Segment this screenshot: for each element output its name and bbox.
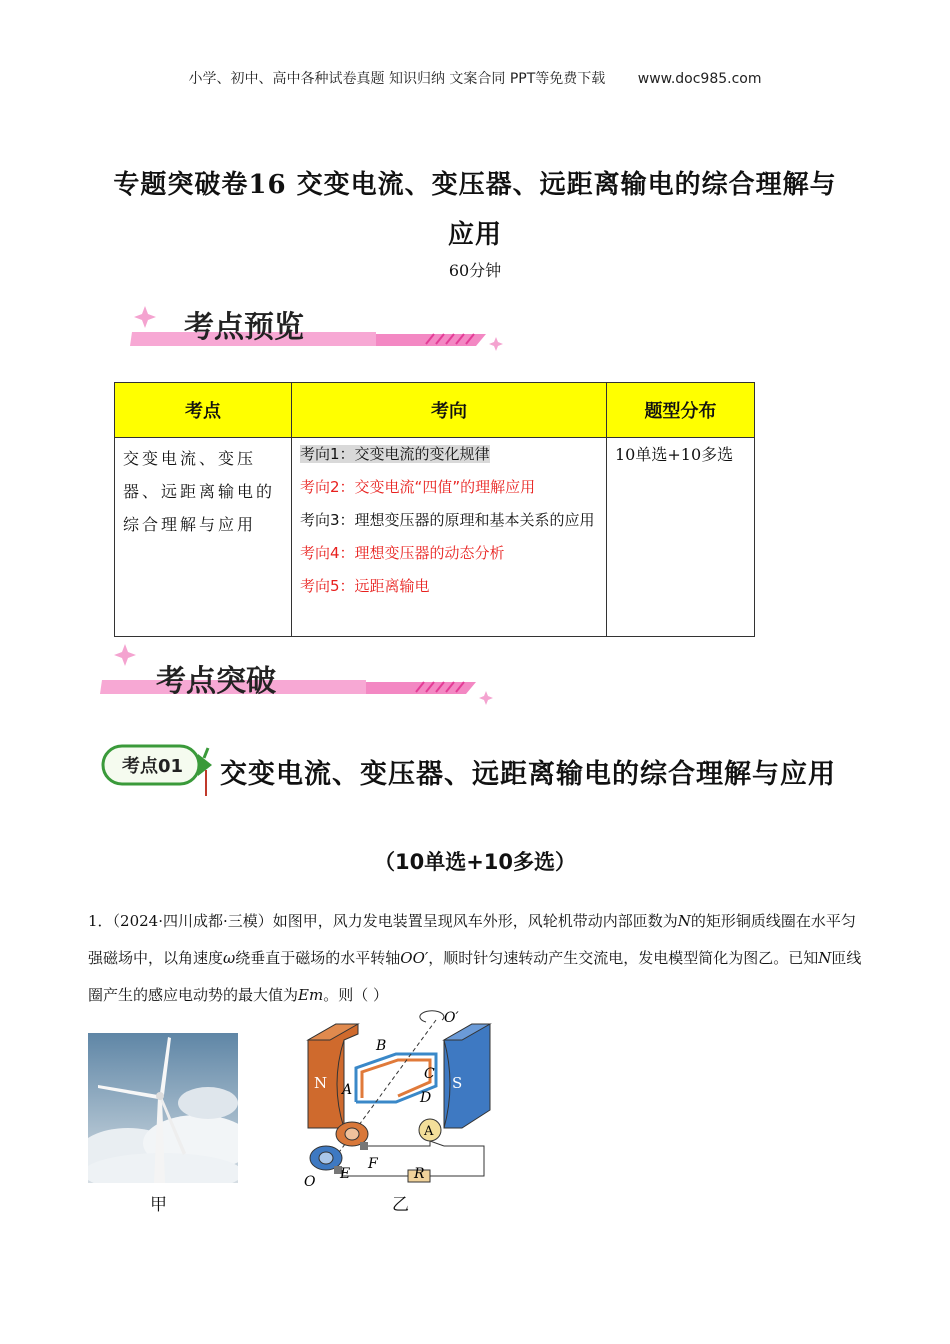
banner-preview — [126, 292, 516, 362]
table-header-types: 题型分布 — [607, 383, 755, 438]
generator-diagram-svg — [296, 1010, 496, 1190]
question-source: （2024·四川成都·三模） — [112, 912, 273, 930]
question-text-1: 如图甲，风力发电装置呈现风车外形，风轮机带动内部匝数为 — [272, 912, 678, 930]
question-text-2: 的矩形铜质线圈在水平匀强磁场中，以角速度 — [88, 912, 856, 967]
direction-3: 考向3：理想变压器的原理和基本关系的应用 — [300, 511, 595, 529]
question-text-3: 绕垂直于磁场的水平转轴 — [235, 949, 401, 967]
question-number: 1． — [88, 912, 113, 930]
header-url[interactable]: www.doc985.com — [637, 71, 762, 87]
label-N: N — [314, 1074, 328, 1092]
table-cell-point: 交变电流、变压器、远距离输电的综合理解与应用 — [115, 438, 292, 637]
document-title — [60, 160, 890, 260]
label-O: O — [304, 1174, 316, 1190]
table-header-point: 考点 — [115, 383, 292, 438]
label-S: S — [452, 1074, 463, 1092]
question-type-subtitle: （10单选+10多选） — [373, 850, 577, 874]
caption-right: 乙 — [392, 1195, 409, 1215]
page-header — [0, 68, 950, 88]
banner-breakthrough — [96, 642, 496, 712]
header-text: 小学、初中、高中各种试卷真题 知识归纳 文案合同 PPT等免费下载 — [188, 71, 606, 87]
question-text-6: 。则（ ） — [323, 986, 388, 1004]
question-1 — [88, 903, 863, 1014]
label-F: F — [368, 1156, 378, 1172]
title-line-1: 专题突破卷16 交变电流、变压器、远距离输电的综合理解与 — [113, 170, 837, 200]
var-N-2: N — [818, 949, 832, 967]
direction-1: 考向1：交变电流的变化规律 — [300, 445, 490, 463]
label-R: R — [414, 1166, 425, 1182]
direction-5: 考向5：远距离输电 — [300, 577, 430, 595]
wind-turbine-image — [88, 1033, 238, 1183]
banner-breakthrough-text: 考点突破 — [156, 664, 276, 699]
label-O-prime: O′ — [444, 1010, 459, 1026]
table-cell-directions — [292, 438, 607, 637]
caption-left: 甲 — [150, 1195, 167, 1215]
label-ammeter: A — [424, 1124, 434, 1139]
overview-table — [114, 382, 755, 637]
var-N: N — [677, 912, 691, 930]
var-axis: OO′ — [400, 949, 429, 967]
question-text-4: ，顺时针匀速转动产生交流电，发电模型简化为图乙。已知 — [428, 949, 819, 967]
label-D: D — [420, 1090, 432, 1106]
label-B: B — [376, 1038, 387, 1054]
var-omega: ω — [223, 949, 236, 967]
question-text-5: 匝线圈产生的感应电动势的最大值为 — [88, 949, 862, 1004]
table-header-direction: 考向 — [292, 383, 607, 438]
label-E: E — [340, 1166, 351, 1182]
table-header-row — [115, 383, 755, 438]
direction-4: 考向4：理想变压器的动态分析 — [300, 544, 505, 562]
wind-turbine-photo — [88, 1033, 238, 1183]
var-Em: Em — [298, 986, 324, 1004]
direction-item — [300, 438, 598, 471]
generator-diagram — [296, 1010, 496, 1190]
label-C: C — [424, 1066, 435, 1082]
table-row — [115, 438, 755, 637]
title-line-2: 应用 — [447, 220, 502, 250]
banner-preview-text: 考点预览 — [184, 310, 304, 345]
table-cell-types: 10单选+10多选 — [607, 438, 755, 637]
section-title: 交变电流、变压器、远距离输电的综合理解与应用 — [220, 759, 836, 790]
label-A: A — [342, 1082, 353, 1098]
duration: 60分钟 — [448, 261, 502, 280]
direction-2: 考向2：交变电流“四值”的理解应用 — [300, 478, 536, 496]
badge — [100, 740, 218, 796]
badge-text: 考点01 — [122, 756, 184, 777]
